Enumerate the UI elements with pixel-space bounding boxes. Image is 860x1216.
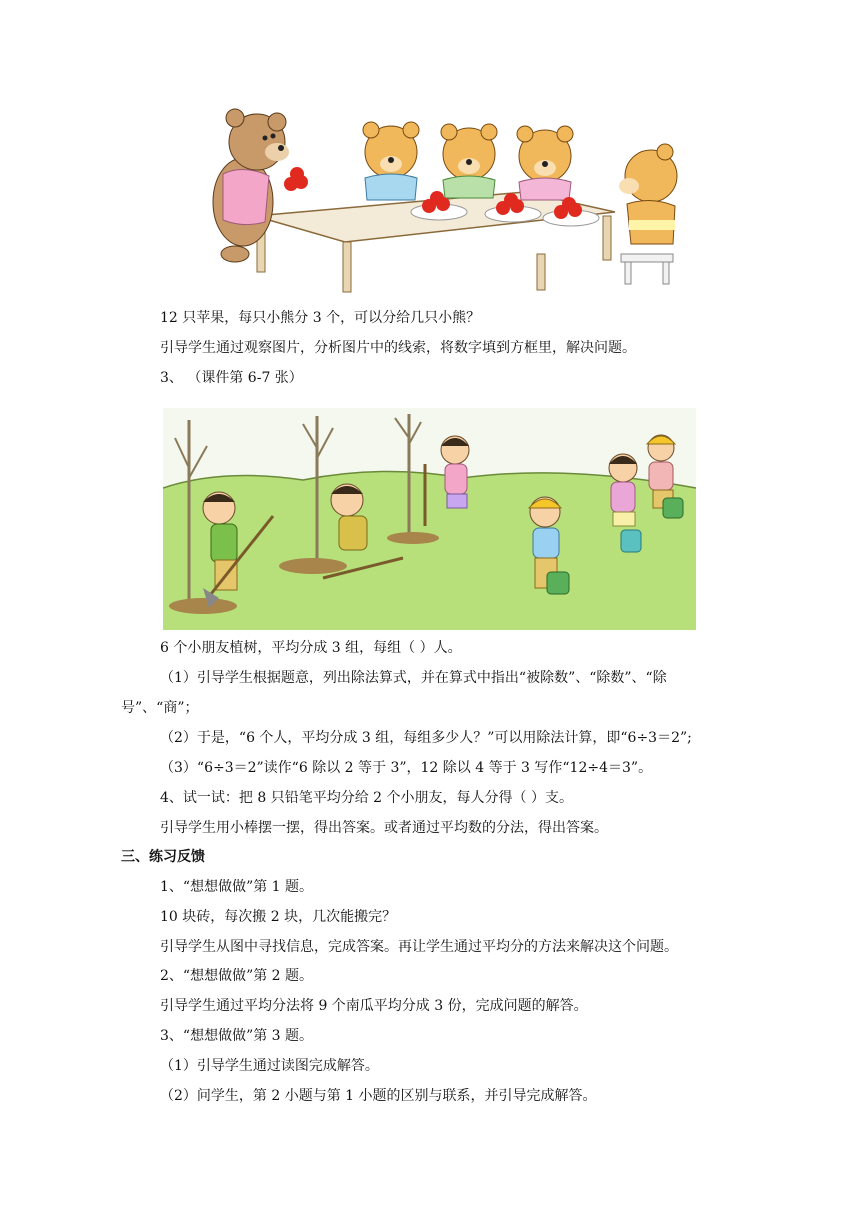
text-line: 引导学生通过观察图片，分析图片中的线索，将数字填到方框里，解决问题。 [160,340,636,356]
text-line: 号”、“商”； [121,700,199,716]
text-line: （1）引导学生根据题意，列出除法算式，并在算式中指出“被除数”、“除数”、“除 [160,670,667,686]
text-line: 6 个小朋友植树，平均分成 3 组，每组（ ）人。 [160,640,462,656]
text-line: （1）引导学生通过读图完成解答。 [160,1058,379,1074]
tree-planting-illustration [163,408,696,630]
text-line: 4、试一试：把 8 只铅笔平均分给 2 个小朋友，每人分得（ ）支。 [160,790,573,806]
tree-planting-svg [163,408,696,630]
text-line: 2、“想想做做”第 2 题。 [160,968,314,984]
text-line: 3、“想想做做”第 3 题。 [160,1028,314,1044]
text-line: 引导学生用小棒摆一摆，得出答案。或者通过平均数的分法，得出答案。 [160,820,608,836]
text-line: 引导学生通过平均分法将 9 个南瓜平均分成 3 份，完成问题的解答。 [160,998,588,1014]
text-line: （3）“6÷3＝2”读作“6 除以 2 等于 3”，12 除以 4 等于 3 写作“12÷4＝3”。 [160,760,653,776]
bears-apples-svg [195,104,685,296]
text-line: （2）于是，“6 个人，平均分成 3 组，每组多少人？”可以用除法计算，即“6÷3＝2”; [160,730,692,746]
text-line: （2）问学生，第 2 小题与第 1 小题的区别与联系，并引导完成解答。 [160,1088,597,1104]
section-heading: 三、练习反馈 [121,849,205,865]
text-line: 引导学生从图中寻找信息，完成答案。再让学生通过平均分的方法来解决这个问题。 [160,939,678,955]
text-line: 10 块砖，每次搬 2 块，几次能搬完？ [160,909,397,925]
bears-apples-illustration [195,104,685,296]
text-line: 12 只苹果，每只小熊分 3 个，可以分给几只小熊？ [160,310,481,326]
text-line: 3、 （课件第 6-7 张） [160,370,303,386]
text-line: 1、“想想做做”第 1 题。 [160,879,314,895]
